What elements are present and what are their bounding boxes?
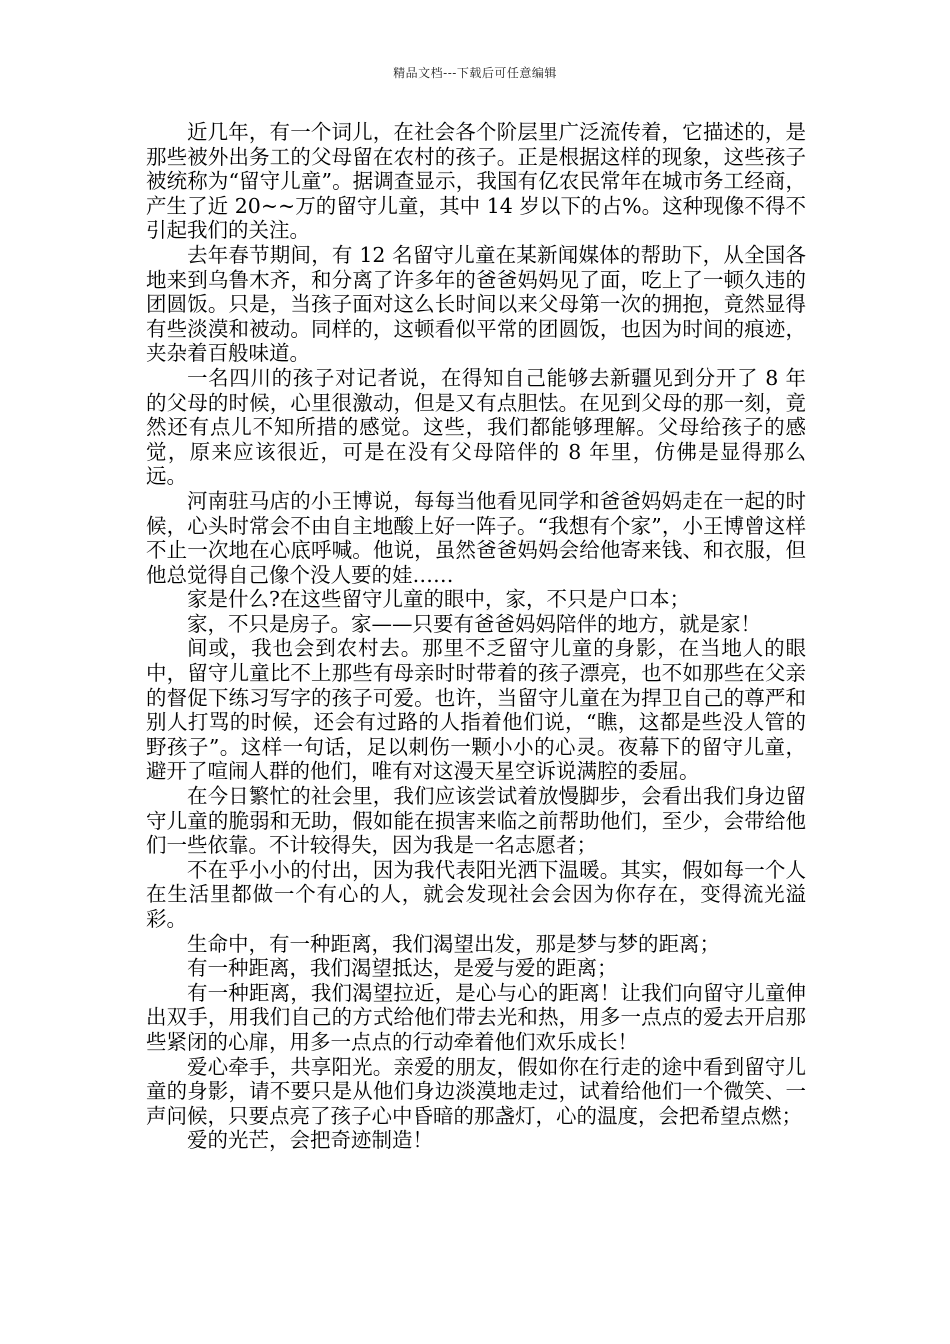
paragraph: 在今日繁忙的社会里，我们应该尝试着放慢脚步，会看出我们身边留守儿童的脆弱和无助，假如能在损害来临之前帮助他们，至少，会带给他们一些依靠。不计较得失，因为我是一名志愿者； bbox=[146, 784, 806, 858]
paragraph: 一名四川的孩子对记者说，在得知自己能够去新疆见到分开了 8 年的父母的时候，心里很激动，但是又有点胆怯。在见到父母的那一刻，竟然还有点儿不知所措的感觉。这些，我们都能够理解。父母给孩子的感觉，原来应该很近，可是在没有父母陪伴的 8 年里，仿佛是显得那么远。 bbox=[146, 365, 806, 489]
page-header: 精品文档---下载后可任意编辑 bbox=[393, 66, 557, 80]
paragraph: 去年春节期间，有 12 名留守儿童在某新闻媒体的帮助下，从全国各地来到乌鲁木齐，和分离了许多年的爸爸妈妈见了面，吃上了一顿久违的团圆饭。只是，当孩子面对这么长时间以来父母第一次的拥抱，竟然显得有些淡漠和被动。同样的，这顿看似平常的团圆饭，也因为时间的痕迹，夹杂着百般味道。 bbox=[146, 242, 806, 366]
paragraph: 间或，我也会到农村去。那里不乏留守儿童的身影，在当地人的眼中，留守儿童比不上那些有母亲时时带着的孩子漂亮，也不如那些在父亲的督促下练习写字的孩子可爱。也许，当留守儿童在为捍卫自己的尊严和别人打骂的时候，还会有过路的人指着他们说，“瞧，这都是些没人管的野孩子”。这样一句话，足以刺伤一颗小小的心灵。夜幕下的留守儿童，避开了喧闹人群的他们，唯有对这漫天星空诉说满腔的委屈。 bbox=[146, 636, 806, 784]
paragraph: 近几年，有一个词儿，在社会各个阶层里广泛流传着，它描述的，是那些被外出务工的父母留在农村的孩子。正是根据这样的现象，这些孩子被统称为“留守儿童”。据调查显示，我国有亿农民常年在城市务工经商，产生了近 20~~万的留守儿童，其中 14 岁以下的占%。这种现像不得不引起我们的关注。 bbox=[146, 120, 806, 243]
paragraph: 家是什么?在这些留守儿童的眼中，家，不只是户口本； bbox=[187, 587, 690, 612]
paragraph: 不在乎小小的付出，因为我代表阳光洒下温暖。其实，假如每一个人在生活里都做一个有心的人，就会发现社会会因为你存在，变得流光溢彩。 bbox=[146, 857, 806, 931]
paragraph: 爱的光芒，会把奇迹制造！ bbox=[187, 1128, 433, 1153]
article-body bbox=[146, 120, 806, 1153]
paragraph: 有一种距离，我们渴望拉近，是心与心的距离！让我们向留守儿童伸出双手，用我们自己的方式给他们带去光和热，用多一点点的爱去开启那些紧闭的心扉，用多一点点的行动牵着他们欢乐成长！ bbox=[146, 980, 806, 1054]
paragraph: 爱心牵手，共享阳光。亲爱的朋友，假如你在行走的途中看到留守儿童的身影，请不要只是从他们身边淡漠地走过，试着给他们一个微笑、一声问候，只要点亮了孩子心中昏暗的那盏灯，心的温度，会把希望点燃； bbox=[146, 1054, 806, 1128]
paragraph: 河南驻马店的小王博说，每每当他看见同学和爸爸妈妈走在一起的时候，心头时常会不由自主地酸上好一阵子。“我想有个家”，小王博曾这样不止一次地在心底呼喊。他说，虽然爸爸妈妈会给他寄来钱、和衣服，但他总觉得自己像个没人要的娃…… bbox=[146, 488, 806, 587]
paragraph: 有一种距离，我们渴望抵达，是爱与爱的距离； bbox=[187, 956, 618, 981]
paragraph: 家，不只是房子。家——只要有爸爸妈妈陪伴的地方，就是家！ bbox=[187, 611, 761, 636]
paragraph: 生命中，有一种距离，我们渴望出发，那是梦与梦的距离； bbox=[187, 931, 720, 956]
